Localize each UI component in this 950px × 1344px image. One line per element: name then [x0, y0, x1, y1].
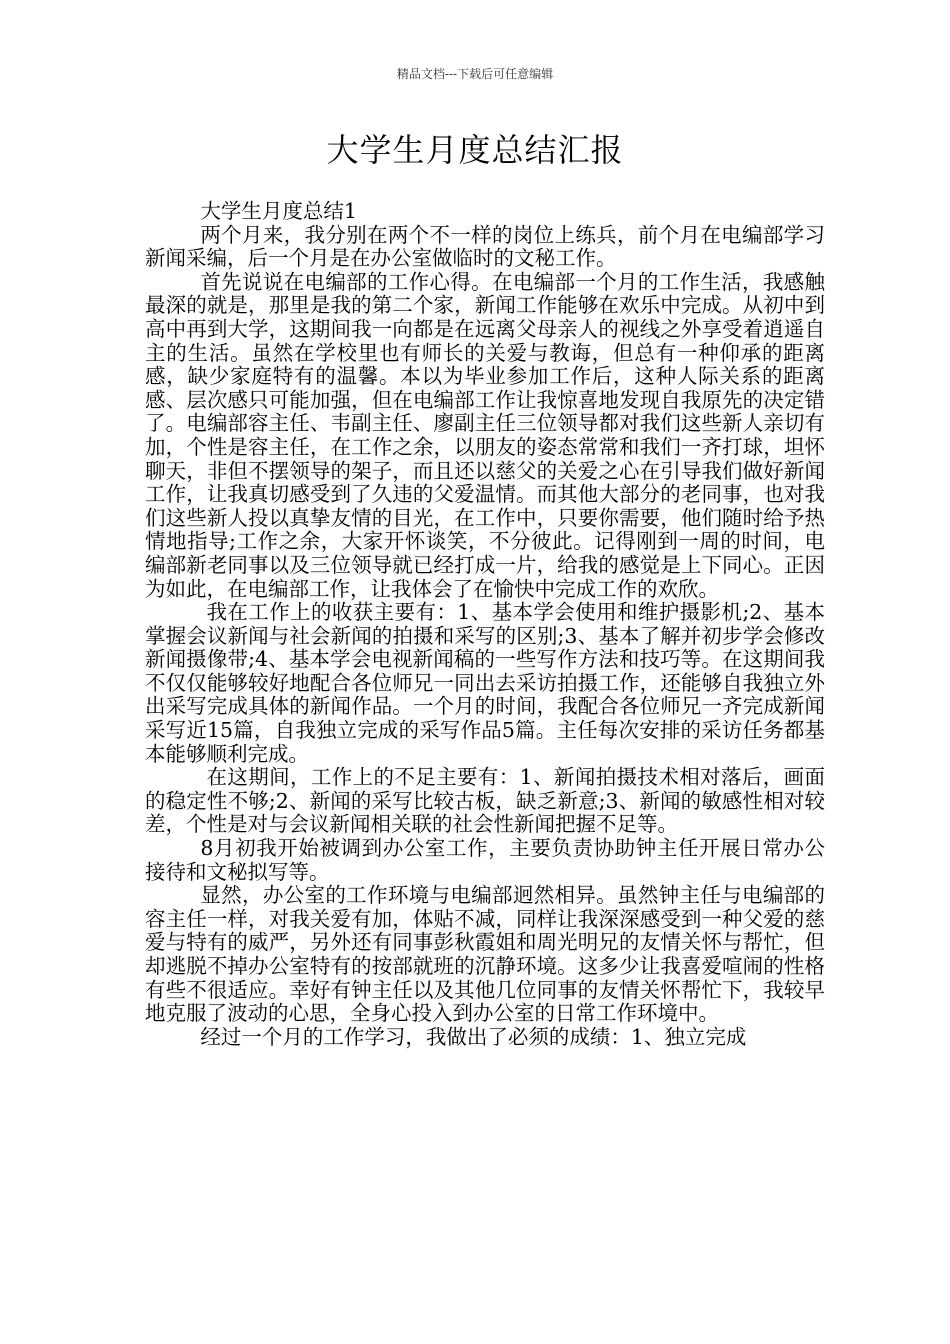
- paragraph: 两个月来，我分别在两个不一样的岗位上练兵，前个月在电编部学习新闻采编，后一个月是在办公室做临时的文秘工作。: [145, 222, 825, 271]
- paragraph: 8月初我开始被调到办公室工作，主要负责协助钟主任开展日常办公接待和文秘拟写等。: [145, 836, 825, 884]
- paragraph: 我在工作上的收获主要有：1、基本学会使用和维护摄影机;2、基本掌握会议新闻与社会新闻的拍摄和采写的区别;3、基本了解并初步学会修改新闻摄像带;4、基本学会电视新闻稿的一些写作方法和技巧等。在这期间我不仅仅能够较好地配合各位师兄一同出去采访拍摄工作，还能够自我独立外出采写完成具体的新闻作品。一个月的时间，我配合各位师兄一齐完成新闻采写近15篇，自我独立完成的采写作品5篇。主任每次安排的采访任务都基本能够顺利完成。: [145, 600, 825, 766]
- section-heading: 大学生月度总结1: [200, 199, 357, 223]
- document-title: 大学生月度总结汇报: [326, 131, 624, 169]
- document-body: [145, 200, 825, 1049]
- paragraph: 显然，办公室的工作环境与电编部迥然相异。虽然钟主任与电编部的容主任一样，对我关爱有加，体贴不减，同样让我深深感受到一种父爱的慈爱与特有的威严，另外还有同事彭秋霞姐和周光明兄的友情关怀与帮忙，但却逃脱不掉办公室特有的按部就班的沉静环境。这多少让我喜爱喧闹的性格有些不很适应。幸好有钟主任以及其他几位同事的友情关怀帮忙下，我较早地克服了波动的心思，全身心投入到办公室的日常工作环境中。: [145, 883, 825, 1026]
- paragraph: 经过一个月的工作学习，我做出了必须的成绩：1、独立完成: [200, 1024, 747, 1049]
- paragraph: 在这期间，工作上的不足主要有：1、新闻拍摄技术相对落后，画面的稳定性不够;2、新闻的采写比较古板，缺乏新意;3、新闻的敏感性相对较差，个性是对与会议新闻相关联的社会性新闻把握不足等。: [145, 765, 825, 837]
- paragraph: 首先说说在电编部的工作心得。在电编部一个月的工作生活，我感触最深的就是，那里是我的第二个家，新闻工作能够在欢乐中完成。从初中到高中再到大学，这期间我一向都是在远离父母亲人的视线之外享受着逍遥自主的生活。虽然在学校里也有师长的关爱与教诲，但总有一种仰承的距离感，缺少家庭特有的温馨。本以为毕业参加工作后，这种人际关系的距离感、层次感只可能加强，但在电编部工作让我惊喜地发现自我原先的决定错了。电编部容主任、韦副主任、廖副主任三位领导都对我们这些新人亲切有加，个性是容主任，在工作之余，以朋友的姿态常常和我们一齐打球，坦怀聊天，非但不摆领导的架子，而且还以慈父的关爱之心在引导我们做好新闻工作，让我真切感受到了久违的父爱温情。而其他大部分的老同事，也对我们这些新人投以真挚友情的目光，在工作中，只要你需要，他们随时给予热情地指导;工作之余，大家开怀谈笑，不分彼此。记得刚到一周的时间，电编部新老同事以及三位领导就已经打成一片，给我的感觉是上下同心。正因为如此，在电编部工作，让我体会了在愉快中完成工作的欢欣。: [145, 269, 825, 601]
- page-header: 精品文档---下载后可任意编辑: [396, 67, 554, 81]
